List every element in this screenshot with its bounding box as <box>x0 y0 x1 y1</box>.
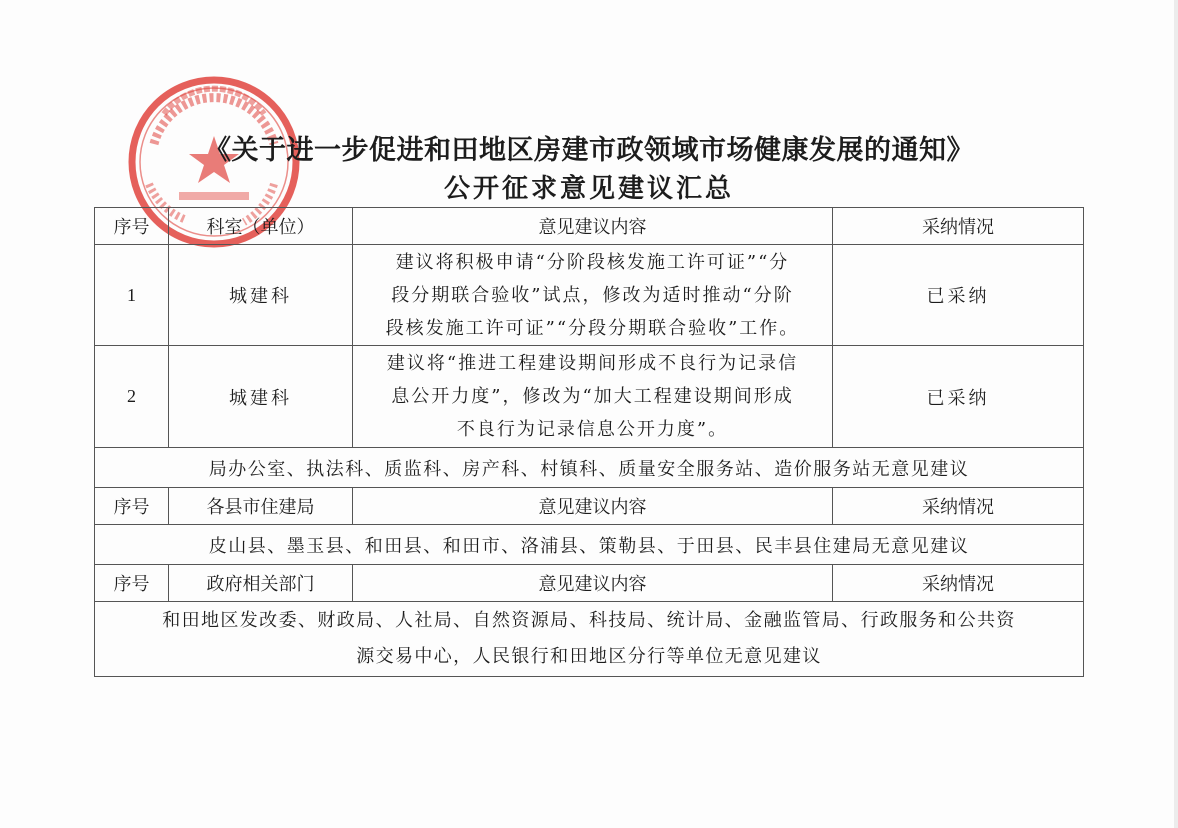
header-dept: 各县市住建局 <box>169 488 353 525</box>
no-opinion-row <box>95 448 1084 488</box>
row-dept: 城建科 <box>169 245 353 346</box>
page-edge <box>1174 0 1178 828</box>
header-content: 意见建议内容 <box>353 208 833 245</box>
content-line: 建议将“推进工程建设期间形成不良行为记录信 <box>386 353 799 374</box>
header-status: 采纳情况 <box>833 208 1084 245</box>
content-line: 段核发施工许可证”“分段分期联合验收”工作。 <box>385 317 800 339</box>
table-row <box>95 245 1084 346</box>
header-content: 意见建议内容 <box>353 488 833 525</box>
no-opinion-note <box>95 602 1084 677</box>
document-subtitle: 公开征求意见建议汇总 <box>443 174 734 204</box>
content-line: 息公开力度”，修改为“加大工程建设期间形成 <box>391 386 794 407</box>
summary-table <box>94 207 1084 677</box>
no-opinion-note: 皮山县、墨玉县、和田县、和田市、洛浦县、策勒县、于田县、民丰县住建局无意见建议 <box>95 525 1084 565</box>
header-dept: 政府相关部门 <box>169 565 353 602</box>
row-status: 已采纳 <box>833 245 1084 346</box>
header-status: 采纳情况 <box>833 565 1084 602</box>
row-status: 已采纳 <box>833 346 1084 448</box>
note-line: 源交易中心，人民银行和田地区分行等单位无意见建议 <box>356 646 822 667</box>
header-no: 序号 <box>95 565 169 602</box>
document-title: 《关于进一步促进和田地区房建市政领域市场健康发展的通知》 <box>204 135 974 166</box>
table-header-row <box>95 488 1084 525</box>
no-opinion-row <box>95 602 1084 677</box>
no-opinion-note: 局办公室、执法科、质监科、房产科、村镇科、质量安全服务站、造价服务站无意见建议 <box>95 448 1084 488</box>
table-header-row <box>95 565 1084 602</box>
content-line: 建议将积极申请“分阶段核发施工许可证”“分 <box>395 251 790 273</box>
header-status: 采纳情况 <box>833 488 1084 525</box>
header-no: 序号 <box>95 208 169 245</box>
note-line: 和田地区发改委、财政局、人社局、自然资源局、科技局、统计局、金融监管局、行政服务和公共资 <box>162 610 1016 631</box>
content-line: 不良行为记录信息公开力度”。 <box>456 419 729 440</box>
header-no: 序号 <box>95 488 169 525</box>
table-header-row <box>95 208 1084 245</box>
row-dept: 城建科 <box>169 346 353 448</box>
row-content <box>353 245 833 346</box>
row-content <box>353 346 833 448</box>
row-number: 1 <box>95 245 169 346</box>
row-number: 2 <box>95 346 169 448</box>
table-row <box>95 346 1084 448</box>
header-content: 意见建议内容 <box>353 565 833 602</box>
no-opinion-row <box>95 525 1084 565</box>
header-dept: 科室（单位） <box>169 208 353 245</box>
content-line: 段分期联合验收”试点，修改为适时推动“分阶 <box>391 284 794 306</box>
